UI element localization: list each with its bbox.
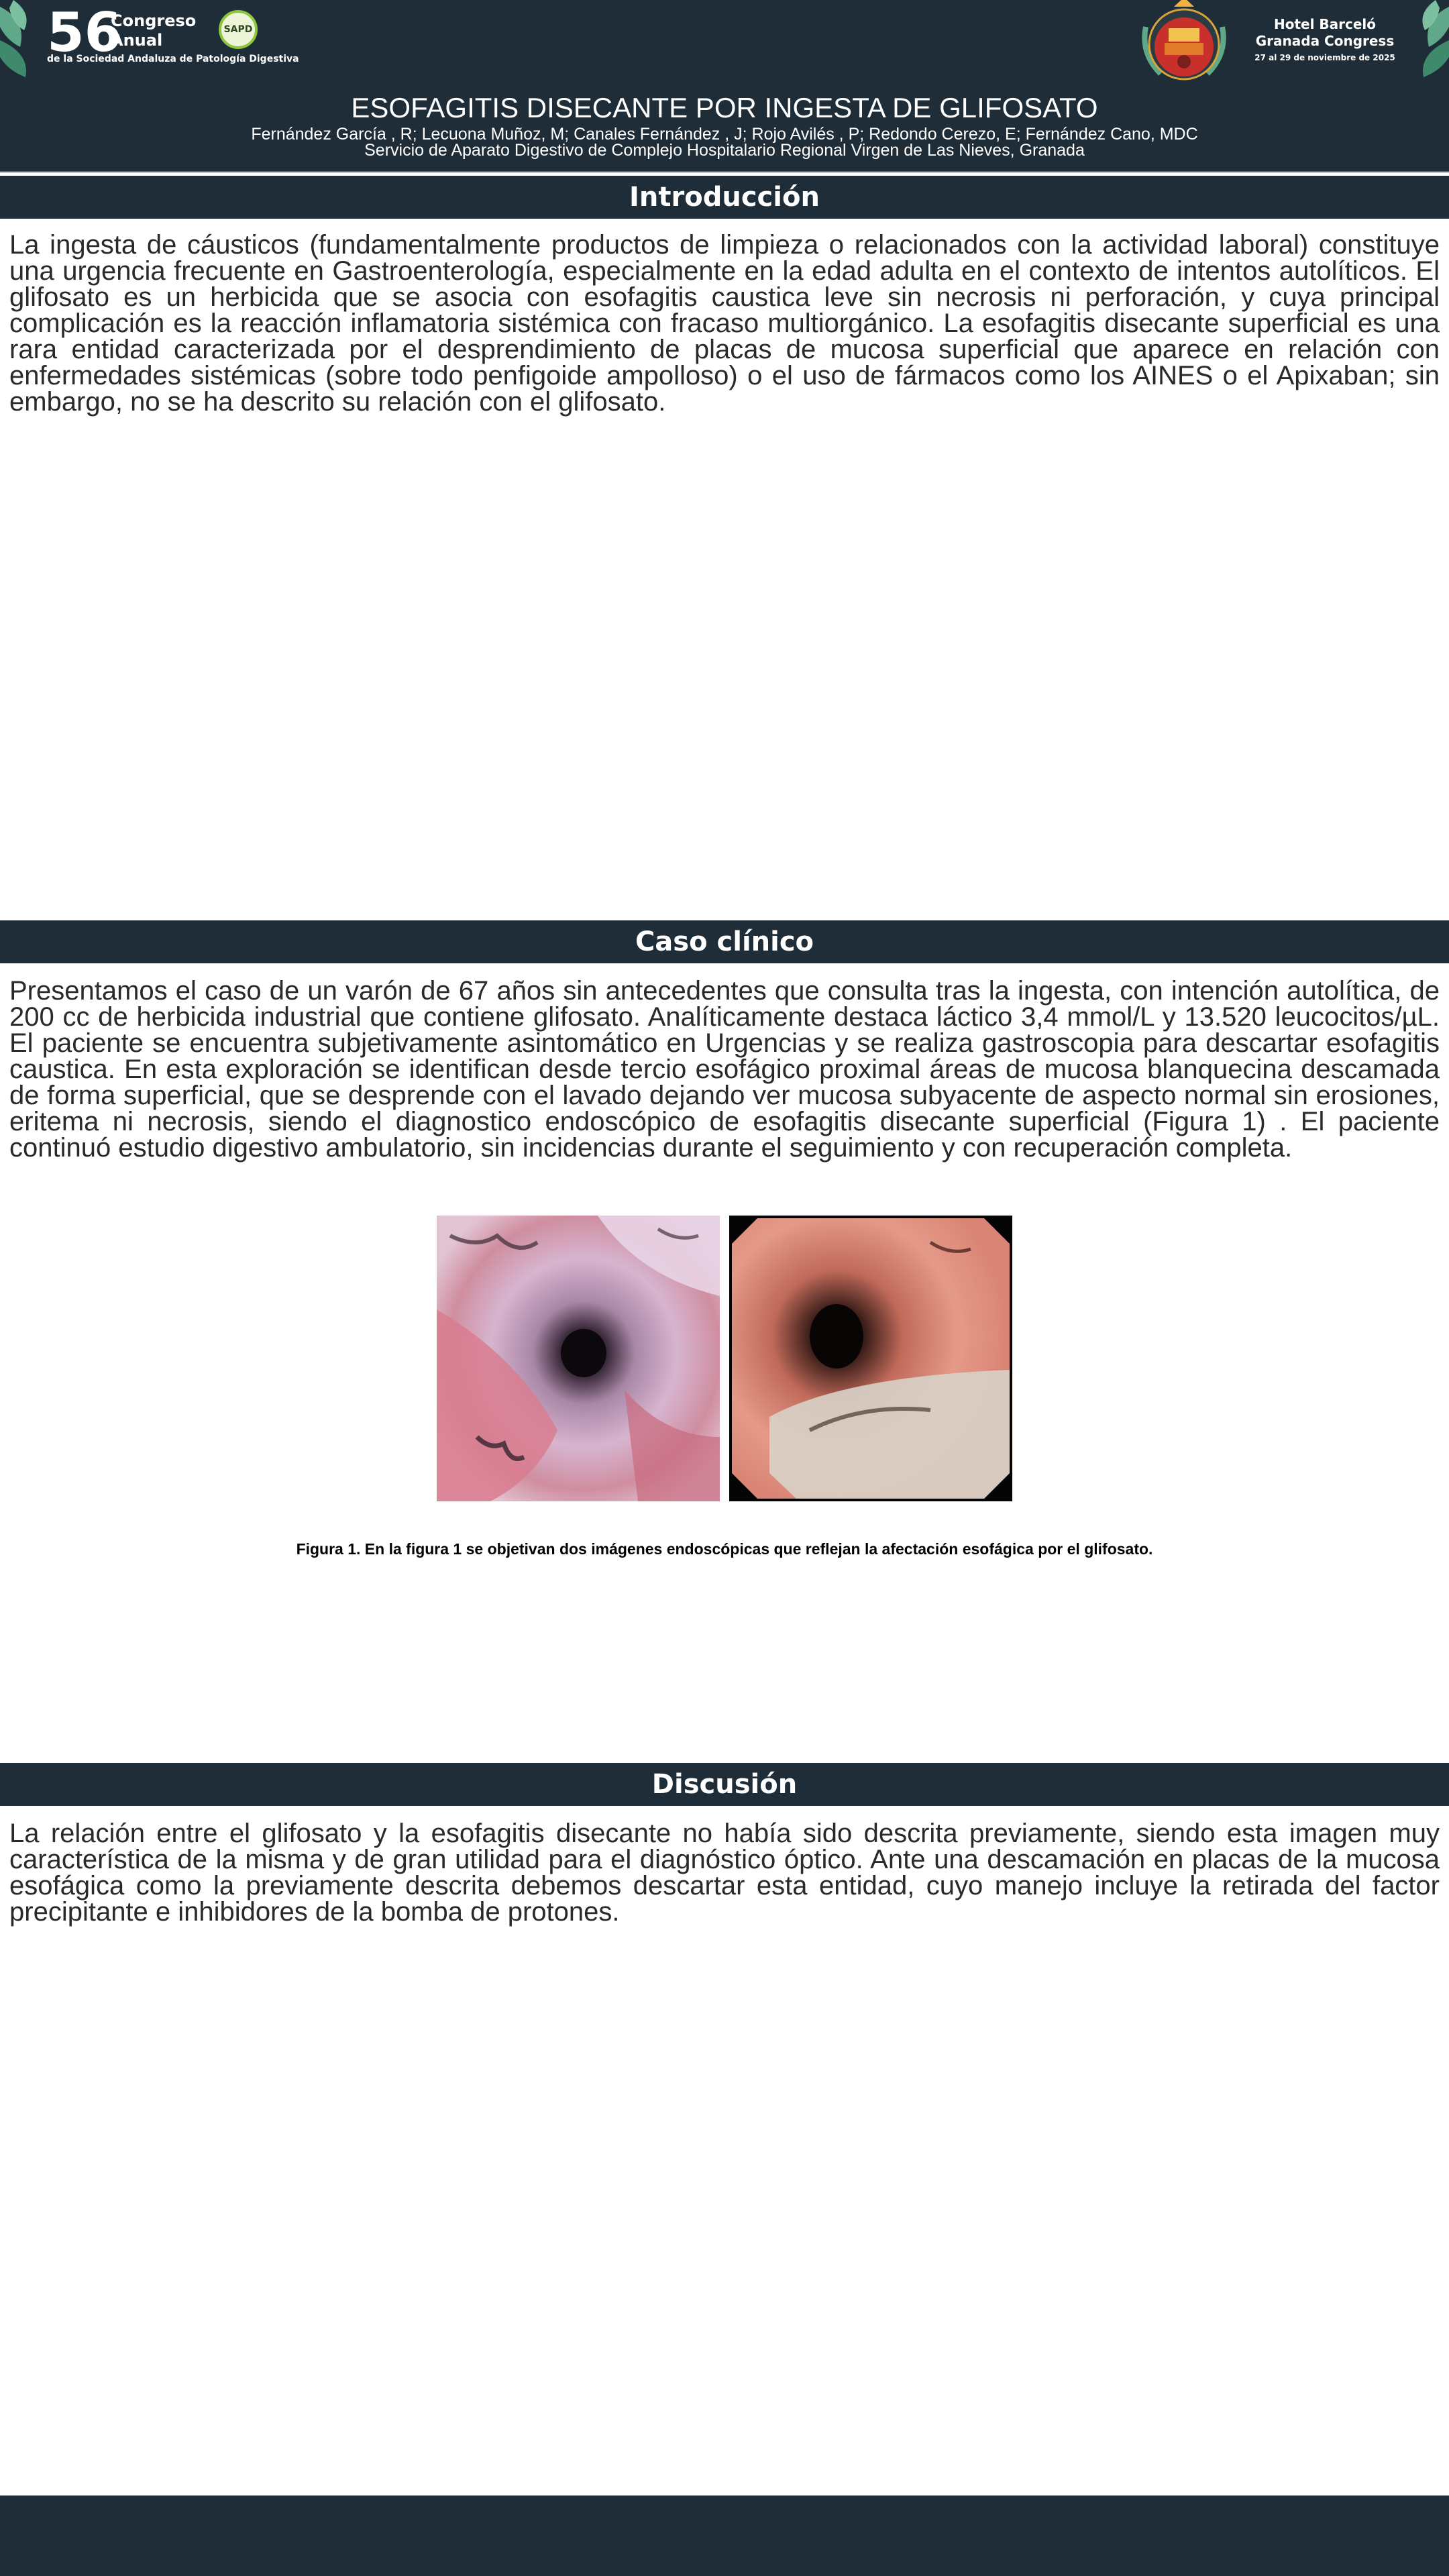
leaf-ornament-left-icon <box>0 0 38 80</box>
granada-emblem-icon <box>1140 0 1228 85</box>
poster-header <box>0 0 1449 172</box>
sapd-logo: SAPD <box>219 10 258 49</box>
leaf-ornament-right-icon <box>1411 0 1449 80</box>
figure-1-caption: Figura 1. En la figura 1 se objetivan dos imágenes endoscópicas que reflejan la afectación esofágica por el glifosato. <box>296 1540 1153 1558</box>
event-dates: 27 al 29 de noviembre de 2025 <box>1254 53 1395 62</box>
endoscopy-image-right <box>729 1216 1012 1501</box>
venue-line-1: Hotel Barceló <box>1273 16 1377 32</box>
congress-word-1: Congreso <box>111 11 197 30</box>
section-heading-discusion: Discusión <box>0 1763 1449 1806</box>
congress-word-2: Anual <box>111 31 163 50</box>
congress-number: 56 <box>47 1 122 64</box>
poster-authors: Fernández García , R; Lecuona Muñoz, M; Canales Fernández , J; Rojo Avilés , P; Redondo Cerezo, E; Fernández Cano, MDC <box>251 125 1198 144</box>
discusion-text: La relación entre el glifosato y la esofagitis disecante no había sido descrita previamente, siendo esta imagen muy característica de la misma y de gran utilidad para el diagnóstico óptico. Ante una descamación en placas de la mucosa esofágica como la previamente descrita debemos descartar esta entidad, cuyo manejo incluye la retirada del factor precipitante e inhibidores de la bomba de protones. <box>9 1819 1440 1927</box>
introduccion-text: La ingesta de cáusticos (fundamentalmente productos de limpieza o relacionados con la actividad laboral) constituye una urgencia frecuente en Gastroenterología, especialmente en la edad adulta en el contexto de intentos autolíticos. El glifosato es un herbicida que se asocia con esofagitis caustica leve sin necrosis ni perforación, y cuya principal complicación es la reacción inflamatoria sistémica con fracaso multiorgánico. La esofagitis disecante superficial es una rara entidad caracterizada por el desprendimiento de placas de mucosa superficial que aparece en relación con enfermedades sistémicas (sobre todo penfigoide ampolloso) o el uso de fármacos como los AINES o el Apixaban; sin embargo, no se ha descrito su relación con el glifosato. <box>9 230 1440 417</box>
poster-title: ESOFAGITIS DISECANTE POR INGESTA DE GLIFOSATO <box>351 92 1098 123</box>
section-heading-introduccion: Introducción <box>0 176 1449 219</box>
endoscopy-image-left <box>437 1216 720 1501</box>
section-heading-caso-clinico: Caso clínico <box>0 920 1449 963</box>
venue-line-2: Granada Congress <box>1255 33 1395 49</box>
poster-affiliation: Servicio de Aparato Digestivo de Complejo Hospitalario Regional Virgen de Las Nieves, Granada <box>364 141 1085 160</box>
caso-clinico-text: Presentamos el caso de un varón de 67 años sin antecedentes que consulta tras la ingesta, con intención autolítica, de 200 cc de herbicida industrial que contiene glifosato. Analíticamente destaca láctico 3,4 mmol/L y 13.520 leucocitos/µL. El paciente se encuentra subjetivamente asintomático en Urgencias y se realiza gastroscopia para descartar esofagitis caustica. En esta exploración se identifican desde tercio esofágico proximal áreas de mucosa blanquecina descamada de forma superficial, que se desprende con el lavado dejando ver mucosa subyacente de aspecto normal sin erosiones, eritema ni necrosis, siendo el diagnostico endoscópico de esofagitis disecante superficial (Figura 1) . El paciente continuó estudio digestivo ambulatorio, sin incidencias durante el seguimiento y con recuperación completa. <box>9 976 1440 1163</box>
society-name: de la Sociedad Andaluza de Patología Digestiva <box>47 54 299 64</box>
poster-footer <box>0 2496 1449 2576</box>
